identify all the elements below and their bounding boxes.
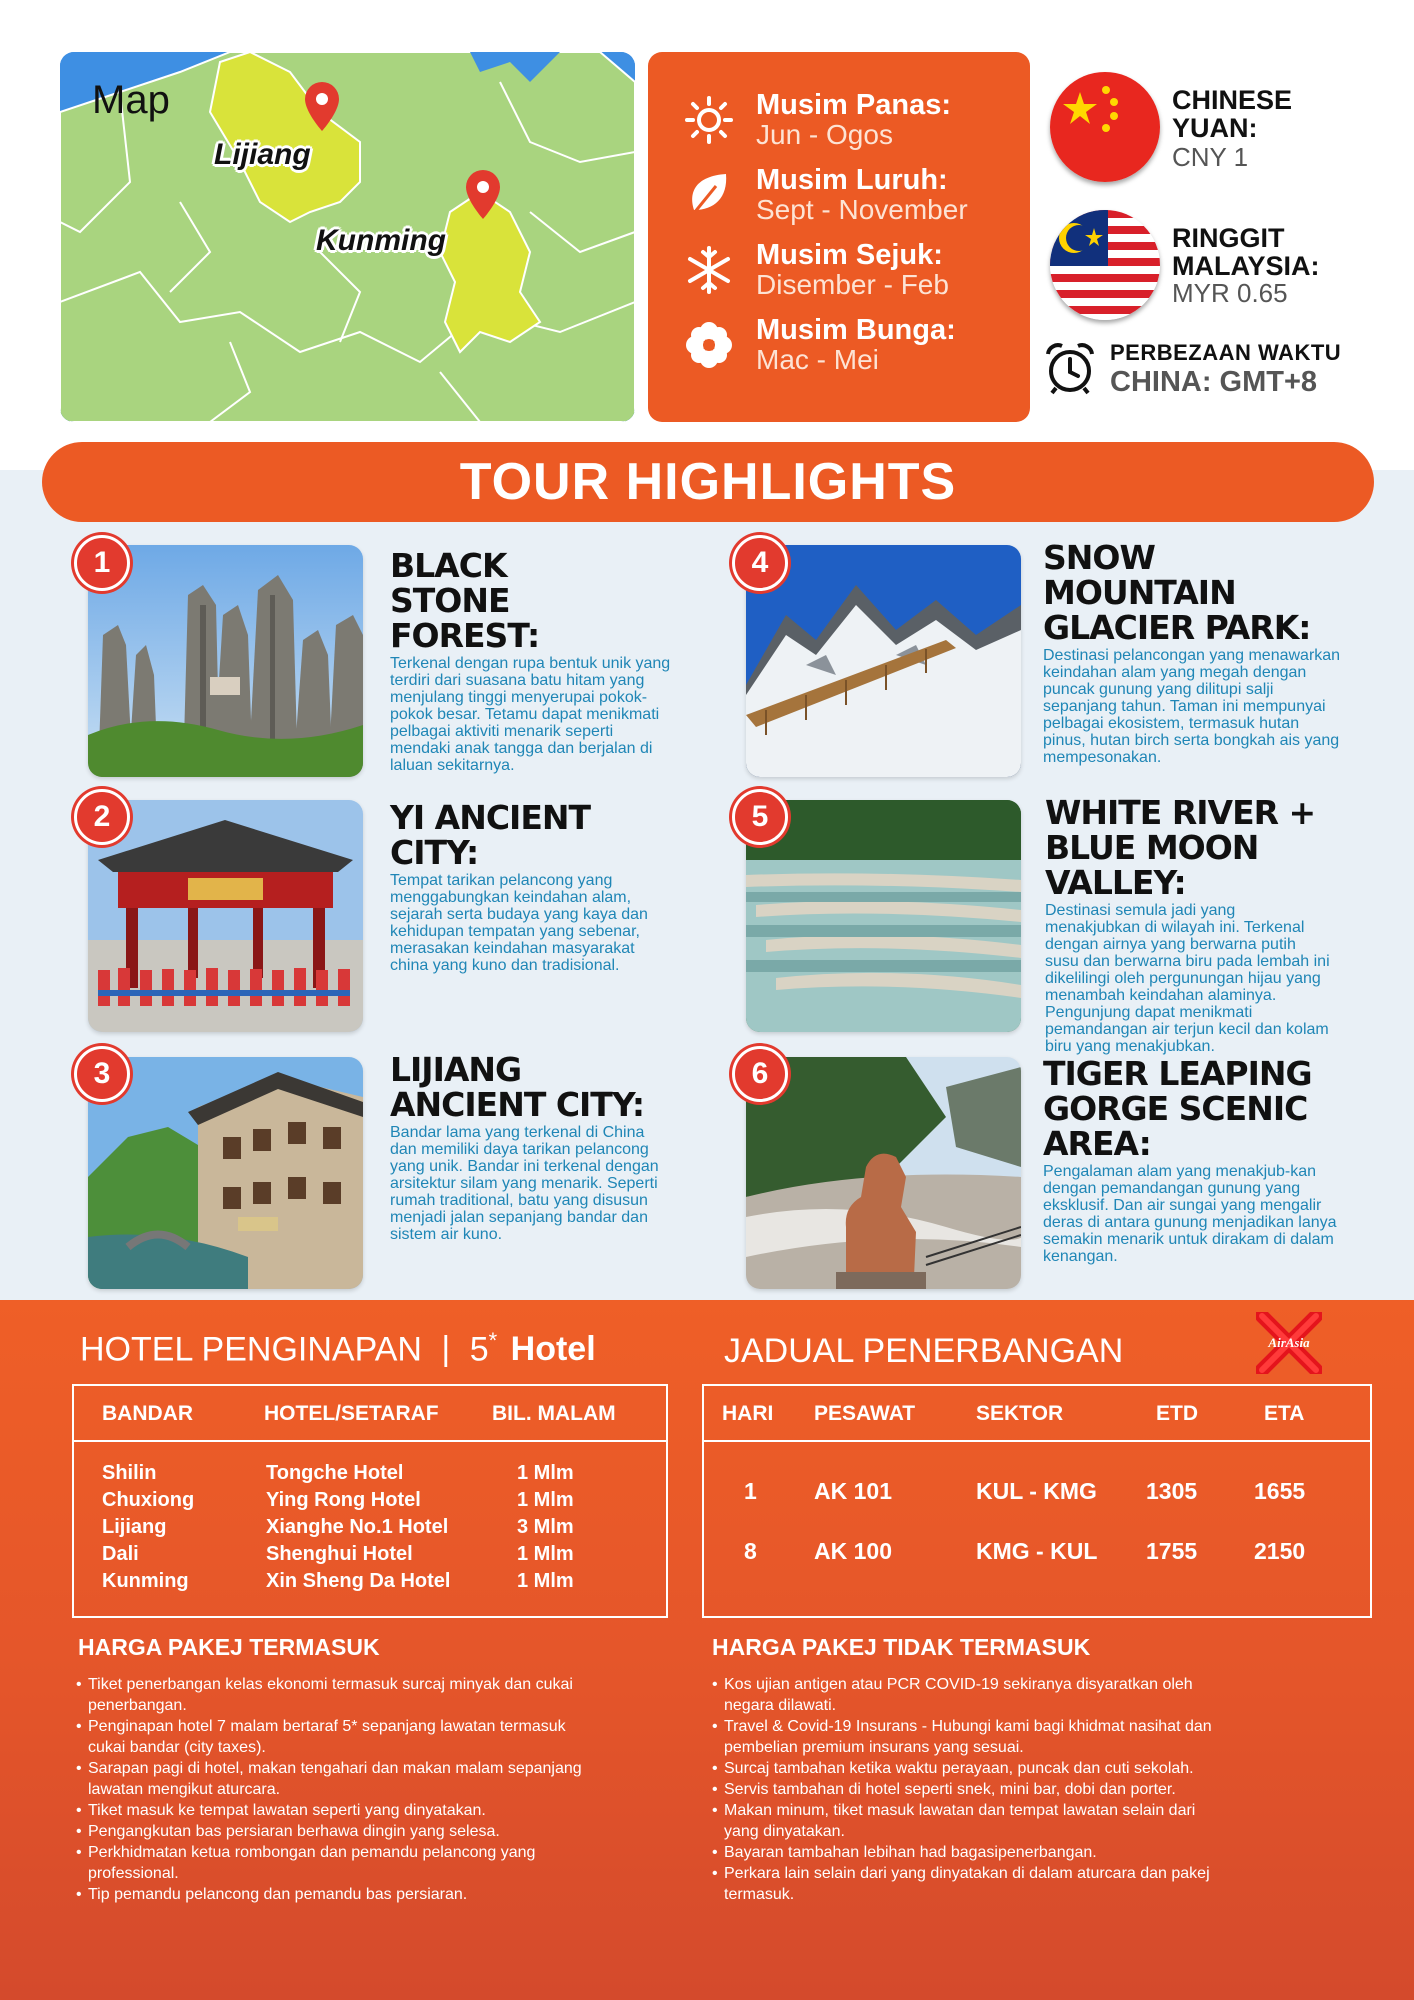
highlight-title: SNOW MOUNTAIN GLACIER PARK: <box>1043 538 1311 647</box>
highlight-number-badge: 2 <box>74 789 130 845</box>
city-label-kunming: Kunming <box>316 224 446 257</box>
excluded-item: • Bayaran tambahan lebihan had bagasipenerbangan. <box>712 1842 1212 1863</box>
hotel-cell: Dali <box>102 1543 139 1565</box>
highlight-title: TIGER LEAPING GORGE SCENIC AREA: <box>1043 1054 1312 1163</box>
hotel-cell: 1 Mlm <box>517 1489 574 1511</box>
flight-cell: KUL - KMG <box>976 1478 1097 1504</box>
season-months: Disember - Feb <box>756 268 949 300</box>
hotel-cell: 1 Mlm <box>517 1543 574 1565</box>
hotel-col-city: BANDAR <box>102 1402 193 1425</box>
hotel-cell: 1 Mlm <box>517 1462 574 1484</box>
highlight-photo-white-river <box>746 800 1021 1032</box>
airasia-logo-text: AirAsia <box>1268 1335 1310 1350</box>
highlight-description: Destinasi semula jadi yang menakjubkan di wilayah ini. Terkenal dengan airnya yang berwarna putih susu dan berwarna biru pada lembah ini dikelilingi oleh pergunungan hijau yang menambah keindahan alaminya. Pengunjung dapat menikmati pemandangan air terjun kecil dan kolam biru yang menakjubkan. <box>1045 902 1330 1055</box>
hotel-cell: Kunming <box>102 1570 189 1592</box>
season-months: Sept - November <box>756 193 968 225</box>
highlight-title: BLACK STONE FOREST: <box>390 546 540 655</box>
included-item: • Penginapan hotel 7 malam bertaraf 5* sepanjang lawatan termasuk cukai bandar (city taxes). <box>76 1716 596 1758</box>
included-item: • Pengangkutan bas persiaran berhawa dingin yang selesa. <box>76 1821 596 1842</box>
excluded-item: • Kos ujian antigen atau PCR COVID-19 sekiranya disyaratkan oleh negara dilawati. <box>712 1674 1212 1716</box>
highlights-banner: TOUR HIGHLIGHTS <box>42 442 1374 522</box>
highlight-number-badge: 6 <box>732 1046 788 1102</box>
included-item: • Tip pemandu pelancong dan pemandu bas persiaran. <box>76 1884 596 1905</box>
hotel-cell: Ying Rong Hotel <box>266 1489 421 1511</box>
season-name: Musim Bunga: <box>756 313 956 346</box>
highlight-number-badge: 5 <box>732 789 788 845</box>
flight-table <box>702 1384 1372 1618</box>
highlight-item <box>390 1052 680 1243</box>
highlight-photo-yi-city <box>88 800 363 1032</box>
hotel-col-nights: BIL. MALAM <box>492 1402 616 1425</box>
season-name: Musim Sejuk: <box>756 238 943 271</box>
included-title: HARGA PAKEJ TERMASUK <box>78 1634 380 1660</box>
flight-cell: 2150 <box>1254 1538 1306 1564</box>
excluded-list <box>712 1674 1212 1905</box>
sun-icon <box>682 93 736 147</box>
malaysia-flag-icon <box>1050 210 1160 320</box>
alarm-clock-icon <box>1042 340 1098 401</box>
highlight-photo-lijiang-city <box>88 1057 363 1289</box>
highlight-description: Terkenal dengan rupa bentuk unik yang terdiri dari suasana batu hitam yang menjulang tinggi menyerupai pokok-pokok besar. Tetamu dapat menikmati pelbagai aktiviti menarik seperti mendaki anak tangga dan berjalan di laluan sekitarnya. <box>390 655 671 774</box>
time-difference-label: PERBEZAAN WAKTU <box>1110 340 1342 365</box>
highlight-number-badge: 3 <box>74 1046 130 1102</box>
hotel-cell: Tongche Hotel <box>266 1462 404 1484</box>
highlight-title: YI ANCIENT CITY: <box>390 798 590 872</box>
highlight-number-badge: 4 <box>732 535 788 591</box>
currency-name: YUAN: <box>1172 113 1258 143</box>
highlight-title: WHITE RIVER + BLUE MOON VALLEY: <box>1045 793 1316 902</box>
seasons-panel <box>648 52 1030 422</box>
city-label-lijiang: Lijiang <box>214 138 311 171</box>
snowflake-icon <box>682 243 736 297</box>
hotel-cell: Xianghe No.1 Hotel <box>266 1516 449 1538</box>
leaf-icon <box>682 168 736 222</box>
highlight-item <box>1043 538 1341 766</box>
highlight-title: LIJIANG ANCIENT CITY: <box>390 1050 645 1124</box>
included-item: • Perkhidmatan ketua rombongan dan pemandu pelancong yang professional. <box>76 1842 596 1884</box>
hotel-section-title <box>80 1328 596 1369</box>
excluded-item: • Travel & Covid-19 Insurans - Hubungi kami bagi khidmat nasihat dan pembelian premium insurans yang sesuai. <box>712 1716 1212 1758</box>
flight-cell: AK 101 <box>814 1478 892 1504</box>
highlight-item <box>390 548 680 774</box>
season-spring <box>682 307 1030 382</box>
flight-col-sector: SEKTOR <box>976 1402 1064 1425</box>
highlight-photo-stone-forest <box>88 545 363 777</box>
flight-cell: 1655 <box>1254 1478 1306 1504</box>
highlight-photo-tiger-gorge <box>746 1057 1021 1289</box>
highlight-number-badge: 1 <box>74 535 130 591</box>
season-months: Mac - Mei <box>756 343 879 375</box>
title-divider: | <box>441 1330 451 1369</box>
airasia-logo-icon <box>1256 1312 1322 1379</box>
hotel-word: Hotel <box>510 1330 596 1369</box>
star-symbol: * <box>488 1328 498 1353</box>
season-summer <box>682 82 1030 157</box>
included-item: • Tiket penerbangan kelas ekonomi termasuk surcaj minyak dan cukai penerbangan. <box>76 1674 596 1716</box>
flight-col-plane: PESAWAT <box>814 1402 916 1425</box>
flight-col-eta: ETA <box>1264 1402 1305 1425</box>
flight-col-etd: ETD <box>1156 1402 1198 1425</box>
excluded-item: • Surcaj tambahan ketika waktu perayaan, puncak dan cuti sekolah. <box>712 1758 1212 1779</box>
highlight-description: Tempat tarikan pelancong yang menggabungkan keindahan alam, sejarah serta budaya yang kaya dan kehidupan tempatan yang sebenar, merasakan keindahan masyarakat china yang kuno dan tradisional. <box>390 872 648 974</box>
hotel-title: HOTEL PENGINAPAN <box>80 1330 422 1369</box>
excluded-item: • Servis tambahan di hotel seperti snek, mini bar, dobi dan porter. <box>712 1779 1212 1800</box>
currency-name: MALAYSIA: <box>1172 251 1320 281</box>
hotel-cell: Lijiang <box>102 1516 167 1538</box>
hotel-cell: Shilin <box>102 1462 157 1484</box>
currency-name: CHINESE <box>1172 85 1293 115</box>
highlight-description: Pengalaman alam yang menakjub-kan dengan pemandangan gunung yang eksklusif. Dan air sungai yang mengalir deras di antara gunung menjadikan lanya semakin menarik untuk dirakam di dalam kenangan. <box>1043 1163 1337 1265</box>
highlight-item <box>1043 1054 1337 1265</box>
time-difference-value: CHINA: GMT+8 <box>1110 366 1318 398</box>
flight-cell: 8 <box>744 1538 757 1564</box>
highlight-photo-snow-mountain <box>746 545 1021 777</box>
season-name: Musim Luruh: <box>756 163 948 196</box>
currency-value: CNY 1 <box>1172 142 1249 172</box>
hotel-cell: Shenghui Hotel <box>266 1543 413 1565</box>
map-title: Map <box>92 78 170 122</box>
season-autumn <box>682 157 1030 232</box>
highlight-item <box>1045 795 1335 1055</box>
flight-cell: 1305 <box>1146 1478 1198 1504</box>
highlight-description: Bandar lama yang terkenal di China dan memiliki daya tarikan pelancong yang unik. Bandar ini terkenal dengan arsitektur silam yang menarik. Seperti rumah traditional, batu yang disusun menjadi jalan sepanjang bandar dan sistem air kuno. <box>390 1124 659 1243</box>
hotel-cell: 3 Mlm <box>517 1516 574 1538</box>
currency-name: RINGGIT <box>1172 223 1285 253</box>
included-item: • Tiket masuk ke tempat lawatan seperti yang dinyatakan. <box>76 1800 596 1821</box>
flight-cell: KMG - KUL <box>976 1538 1098 1564</box>
season-winter <box>682 232 1030 307</box>
flight-cell: 1755 <box>1146 1538 1198 1564</box>
china-flag-icon <box>1050 72 1160 182</box>
hotel-cell: 1 Mlm <box>517 1570 574 1592</box>
hotel-cell: Chuxiong <box>102 1489 195 1511</box>
flight-col-day: HARI <box>722 1402 774 1425</box>
season-months: Jun - Ogos <box>756 118 893 150</box>
map-panel <box>60 52 635 422</box>
currency-value: MYR 0.65 <box>1172 278 1288 308</box>
flight-section-title: JADUAL PENERBANGAN <box>724 1332 1124 1370</box>
highlight-item <box>390 800 680 974</box>
excluded-item: • Perkara lain selain dari yang dinyatakan di dalam aturcara dan pakej termasuk. <box>712 1863 1212 1905</box>
excluded-item: • Makan minum, tiket masuk lawatan dan tempat lawatan selain dari yang dinyatakan. <box>712 1800 1212 1842</box>
hotel-star-label: 5 <box>469 1330 489 1369</box>
included-list <box>76 1674 596 1905</box>
info-section <box>0 1300 1414 2000</box>
included-item: • Sarapan pagi di hotel, makan tengahari dan makan malam sepanjang lawatan mengikut aturcara. <box>76 1758 596 1800</box>
hotel-col-hotel: HOTEL/SETARAF <box>264 1402 439 1425</box>
flight-cell: 1 <box>744 1478 757 1504</box>
flower-icon <box>682 318 736 372</box>
excluded-title: HARGA PAKEJ TIDAK TERMASUK <box>712 1634 1091 1660</box>
highlight-description: Destinasi pelancongan yang menawarkan keindahan alam yang megah dengan puncak gunung yang dilitupi salji sepanjang tahun. Taman ini mempunyai pelbagai ekosistem, termasuk hutan pinus, hutan birch serta bongkah ais yang mempesonakan. <box>1043 647 1341 766</box>
flight-cell: AK 100 <box>814 1538 892 1564</box>
hotel-cell: Xin Sheng Da Hotel <box>266 1570 451 1592</box>
season-name: Musim Panas: <box>756 88 951 121</box>
hotel-table <box>72 1384 668 1618</box>
